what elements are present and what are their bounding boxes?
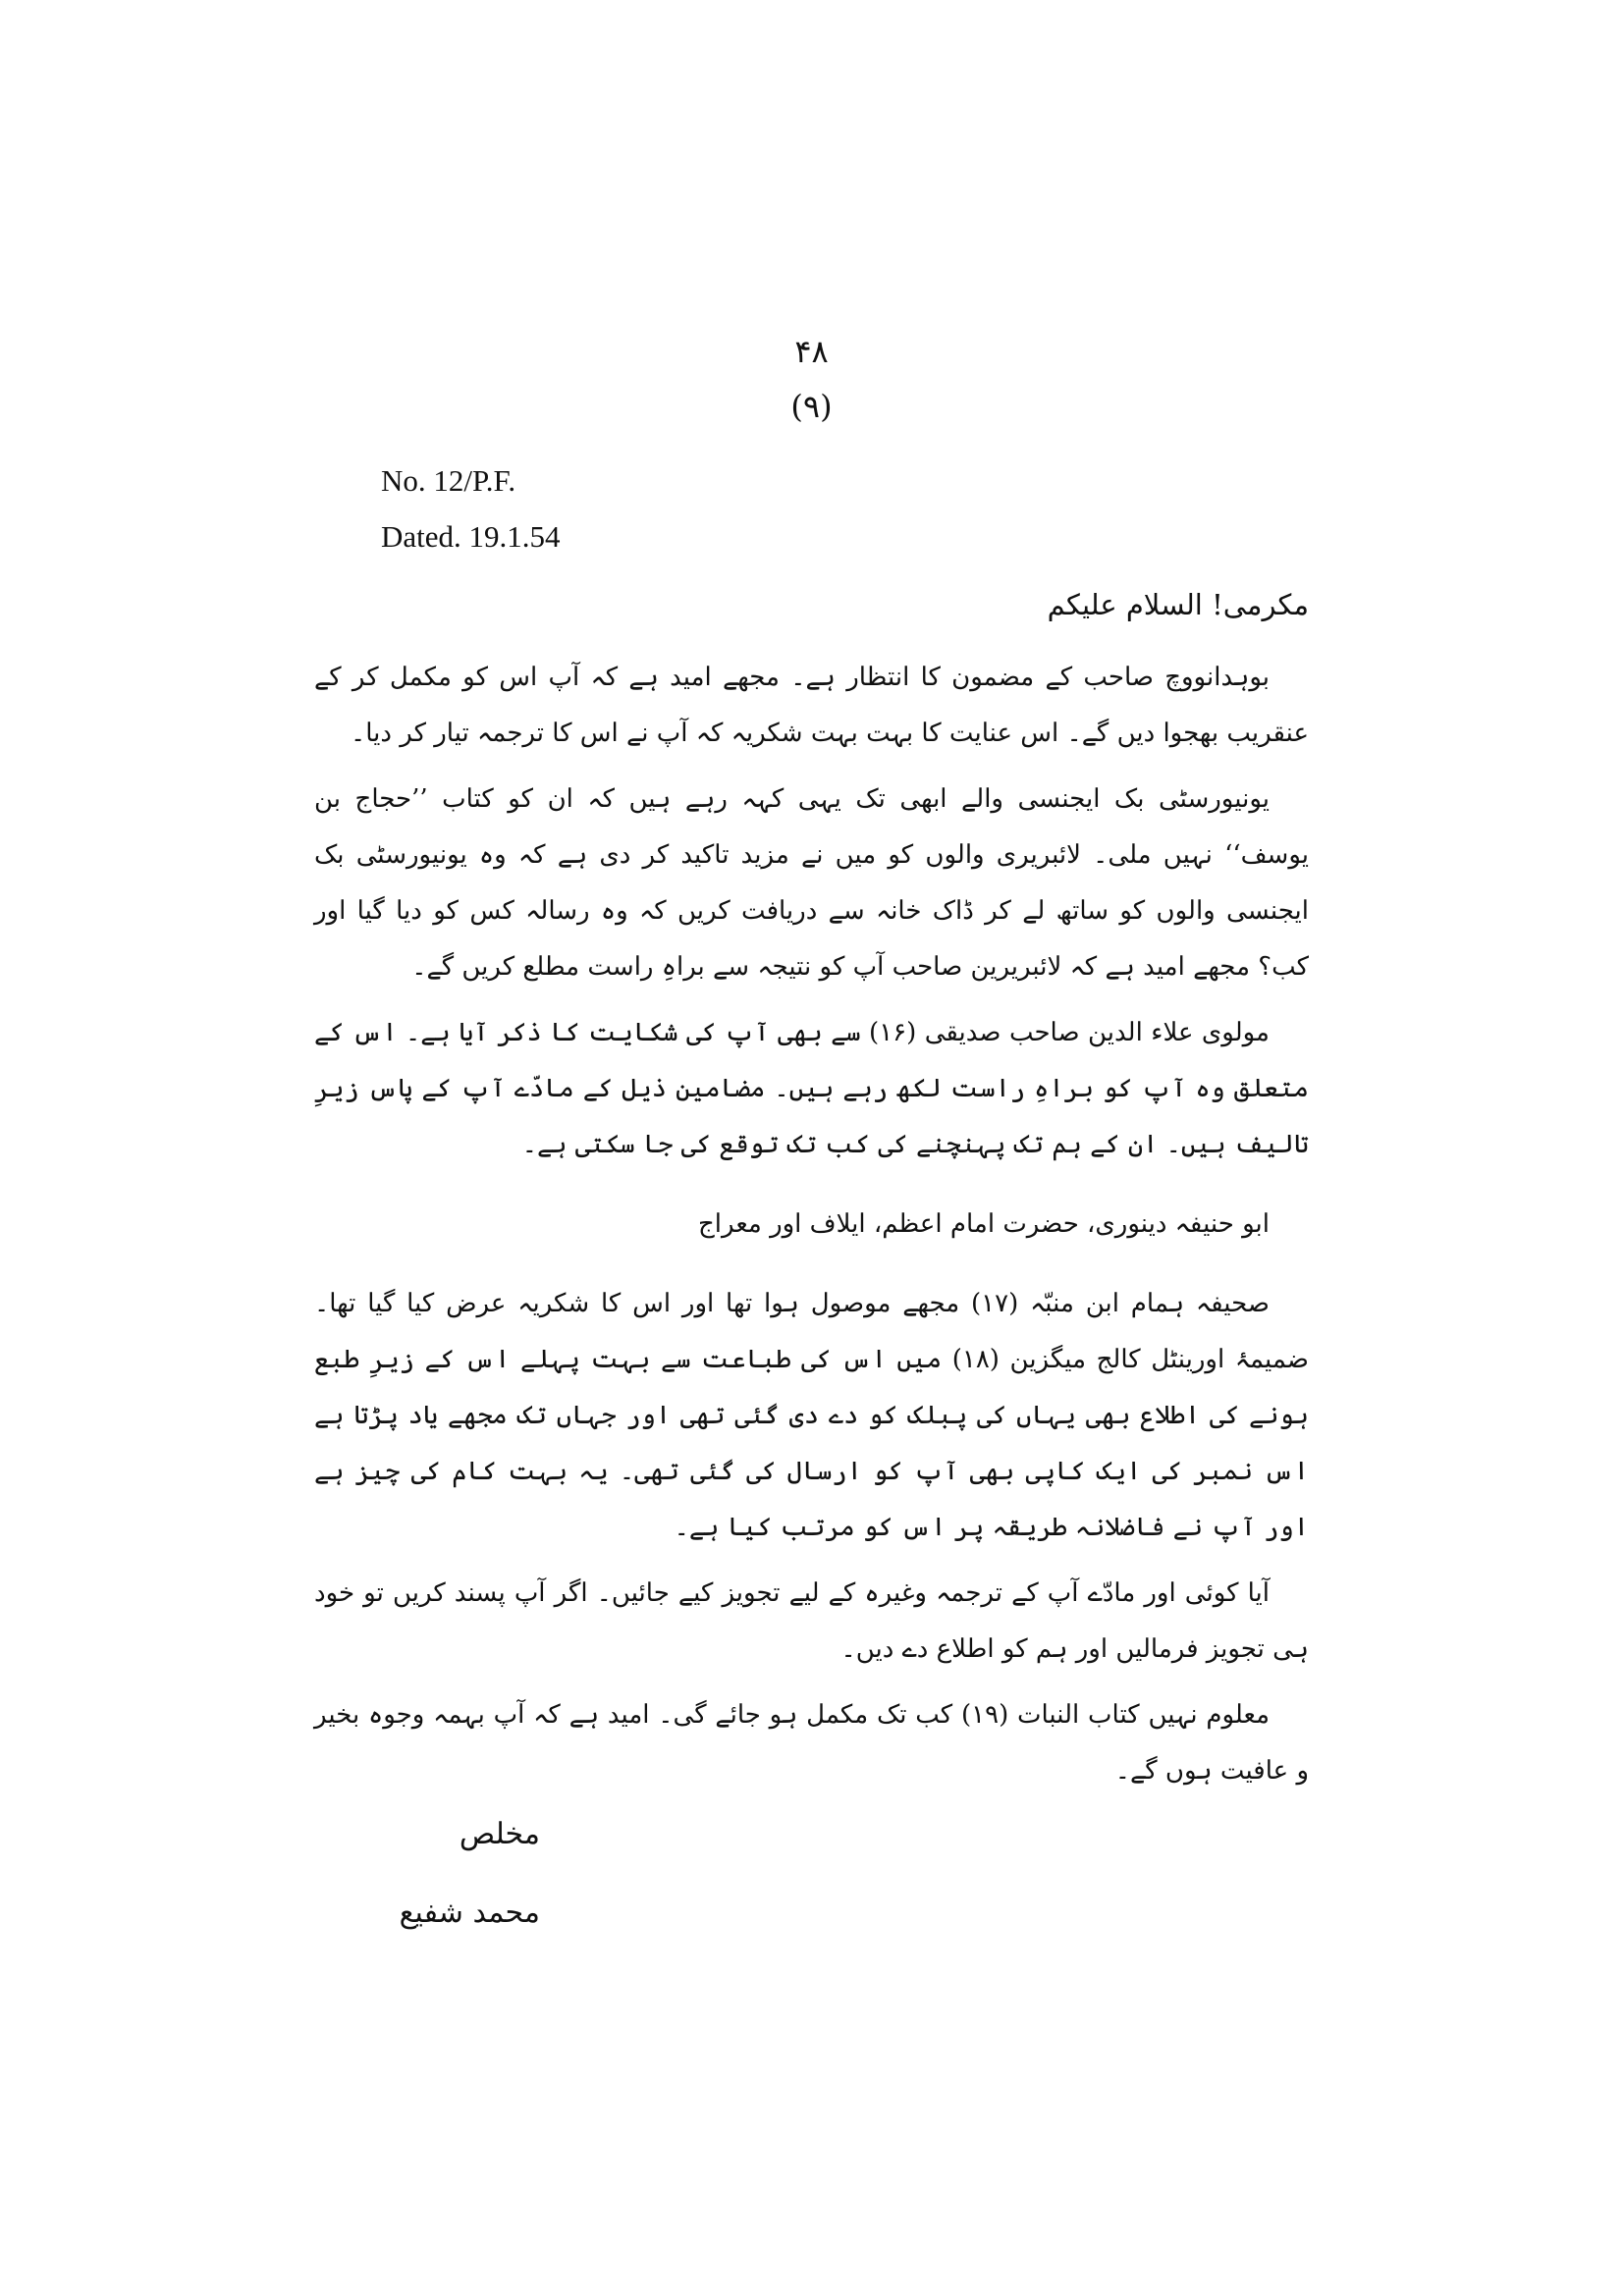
reference-date: Dated. 19.1.54 [381, 519, 561, 554]
letter-number: (۹) [790, 388, 833, 425]
page-number: ۴۸ [794, 333, 829, 370]
closing-word: مخلص [459, 1817, 540, 1851]
reference-number: No. 12/P.F. [381, 463, 516, 498]
topics-line: ابو حنیفہ دینوری، حضرت امام اعظم، ایلاف اور معراج [697, 1209, 1270, 1239]
paragraph: آیا کوئی اور مادّے آپ کے ترجمہ وغیرہ کے لیے تجویز کیے جائیں۔ اگر آپ پسند کریں تو خود ہی تجویز فرمالیں اور ہم کو اطلاع دے دیں۔ [314, 1578, 1309, 1664]
paragraph: بوہدانووچ صاحب کے مضمون کا انتظار ہے۔ مجھے امید ہے کہ آپ اس کو مکمل کر کے عنقریب بھجوا دیں گے۔ اس عنایت کا بہت بہت شکریہ کہ آپ نے اس کا ترجمہ تیار کر دیا۔ [314, 663, 1309, 748]
salutation: مکرمی! السلام علیکم [1047, 588, 1309, 621]
letter-body [314, 650, 1309, 1809]
paragraph: معلوم نہیں کتاب النبات (۱۹) کب تک مکمل ہو جائے گی۔ امید ہے کہ آپ بہمہ وجوہ بخیر و عافیت ہوں گے۔ [314, 1700, 1309, 1786]
paragraph: صحیفہ ہمام ابن منبّہ (۱۷) مجھے موصول ہوا تھا اور اس کا شکریہ عرض کیا گیا تھا۔ ضمیمۂ اورینٹل کالج میگزین (۱۸) میں اس کی طباعت سے بہت پہلے اس کے زیرِ طبع ہونے کی اطلاع بھی یہاں کی پبلک کو دے دی گئی تھی اور جہاں تک مجھے یاد پڑتا ہے اس نمبر کی ایک کاپی بھی آپ کو ارسال کی گئی تھی۔ یہ بہت کام کی چیز ہے اور آپ نے فاضلانہ طریقہ پر اس کو مرتب کیا ہے۔ [314, 1289, 1309, 1542]
signature: محمد شفیع [399, 1896, 540, 1930]
paragraph: یونیورسٹی بک ایجنسی والے ابھی تک یہی کہہ رہے ہیں کہ ان کو کتاب ’’حجاج بن یوسف‘‘ نہیں ملی۔ لائبریری والوں کو میں نے مزید تاکید کر دی ہے کہ وہ یونیورسٹی بک ایجنسی والوں کو ساتھ لے کر ڈاک خانہ سے دریافت کریں کہ وہ رسالہ کس کو دیا گیا اور کب؟ مجھے امید ہے کہ لائبریرین صاحب آپ کو نتیجہ سے براہِ راست مطلع کریں گے۔ [314, 784, 1309, 982]
paragraph: مولوی علاء الدین صاحب صدیقی (۱۶) سے بھی آپ کی شکایت کا ذکر آیا ہے۔ اس کے متعلق وہ آپ کو براہِ راست لکھ رہے ہیں۔ مضامین ذیل کے مادّے آپ کے پاس زیرِ تالیف ہیں۔ ان کے ہم تک پہنچنے کی کب تک توقع کی جا سکتی ہے۔ [314, 1018, 1309, 1159]
